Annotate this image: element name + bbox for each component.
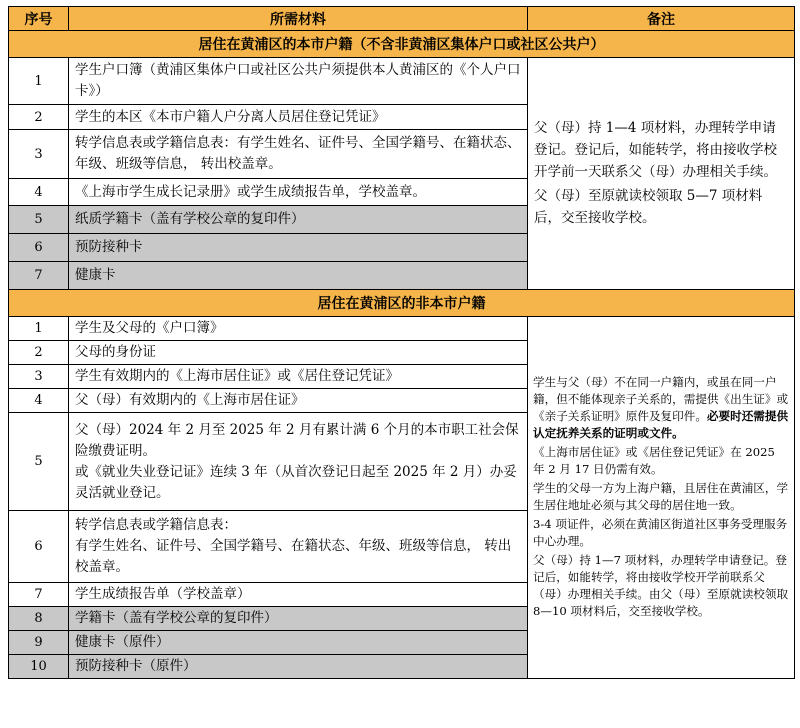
row-number: 3	[9, 365, 69, 389]
row-number: 3	[9, 130, 69, 179]
row-number: 10	[9, 655, 69, 679]
row-number: 7	[9, 262, 69, 290]
section-2-note-p4: 3-4 项证件，必须在黄浦区街道社区事务受理服务中心办理。	[533, 516, 788, 548]
row-material: 学生及父母的《户口簿》	[69, 317, 528, 341]
header-no: 序号	[9, 7, 69, 31]
row-material: 学生成绩报告单（学校盖章）	[69, 583, 528, 607]
header-row	[9, 7, 795, 31]
row-material: 健康卡	[69, 262, 528, 290]
section-1-header	[9, 31, 795, 58]
row-material: 学籍卡（盖有学校公章的复印件）	[69, 607, 528, 631]
table-row	[9, 317, 795, 341]
note-text: 学生与父（母）不在同一户籍内，或虽在同一户籍，但不能体现亲子关系的，需提供《出生证》或《亲子关系证明》原件及复印件。	[533, 374, 789, 423]
material-line: 转学信息表或学籍信息表：	[75, 517, 237, 533]
row-material: 转学信息表或学籍信息表：有学生姓名、证件号、全国学籍号、在籍状态、年级、班级等信息， 转出校盖章。	[69, 130, 528, 179]
row-number: 2	[9, 341, 69, 365]
materials-table	[8, 6, 795, 679]
section-2-note-p2: 《上海市居住证》或《居住登记凭证》在 2025 年 2 月 17 日仍需有效。	[533, 444, 775, 476]
row-number: 5	[9, 413, 69, 511]
section-2-note-p3: 学生的父母一方为上海户籍，且居住在黄浦区，学生居住地址必须与其父母的居住地一致。	[533, 480, 789, 512]
row-number: 8	[9, 607, 69, 631]
row-material: 学生有效期内的《上海市居住证》或《居住登记凭证》	[69, 365, 528, 389]
row-material: 父（母）有效期内的《上海市居住证》	[69, 389, 528, 413]
section-1-note-p1: 父（母）持 1—4 项材料，办理转学申请登记。登记后，如能转学，将由接收学校开学前一天联系父（母）办理相关手续。	[534, 119, 777, 180]
row-material: 学生的本区《本市户籍人户分离人员居住登记凭证》	[69, 105, 528, 130]
material-line: 或《就业失业登记证》连续 3 年（从首次登记日起至 2025 年 2 月）办妥灵活就业登记。	[75, 463, 517, 501]
row-number: 6	[9, 511, 69, 583]
material-line: 父（母）2024 年 2 月至 2025 年 2 月有累计满 6 个月的本市职工社会保险缴费证明。	[75, 421, 519, 459]
materials-table-container	[8, 6, 794, 679]
row-number: 1	[9, 58, 69, 105]
section-2-header	[9, 290, 795, 317]
section-2-note-p1	[533, 374, 789, 442]
section-1-note	[528, 58, 795, 290]
section-2-note	[528, 317, 795, 679]
row-material: 纸质学籍卡（盖有学校公章的复印件）	[69, 206, 528, 234]
section-2-title: 居住在黄浦区的非本市户籍	[9, 290, 795, 317]
row-number: 6	[9, 234, 69, 262]
row-number: 9	[9, 631, 69, 655]
row-material: 预防接种卡（原件）	[69, 655, 528, 679]
section-1-title: 居住在黄浦区的本市户籍（不含非黄浦区集体户口或社区公共户）	[9, 31, 795, 58]
row-material: 父母的身份证	[69, 341, 528, 365]
section-1-note-p2: 父（母）至原就读校领取 5—7 项材料后，交至接收学校。	[534, 187, 763, 226]
row-material	[69, 511, 528, 583]
row-material: 健康卡（原件）	[69, 631, 528, 655]
note-emphasis: 必要时还需提供认定抚养关系的证明或文件。	[533, 408, 789, 440]
material-line: 有学生姓名、证件号、全国学籍号、在籍状态、年级、班级等信息， 转出校盖章。	[75, 538, 512, 575]
table-row	[9, 58, 795, 105]
section-2-note-p5: 父（母）持 1—7 项材料，办理转学申请登记。登记后，如能转学，将由接收学校开学前联系父（母）办理相关手续。由父（母）至原就读校领取 8—10 项材料后，交至接收学校。	[533, 552, 789, 618]
row-number: 5	[9, 206, 69, 234]
row-material: 《上海市学生成长记录册》或学生成绩报告单，学校盖章。	[69, 179, 528, 206]
row-number: 4	[9, 179, 69, 206]
row-number: 2	[9, 105, 69, 130]
row-number: 1	[9, 317, 69, 341]
header-material: 所需材料	[69, 7, 528, 31]
header-note: 备注	[528, 7, 795, 31]
row-material	[69, 413, 528, 511]
row-number: 7	[9, 583, 69, 607]
row-number: 4	[9, 389, 69, 413]
row-material: 学生户口簿（黄浦区集体户口或社区公共户须提供本人黄浦区的《个人户口卡》）	[69, 58, 528, 105]
row-material: 预防接种卡	[69, 234, 528, 262]
